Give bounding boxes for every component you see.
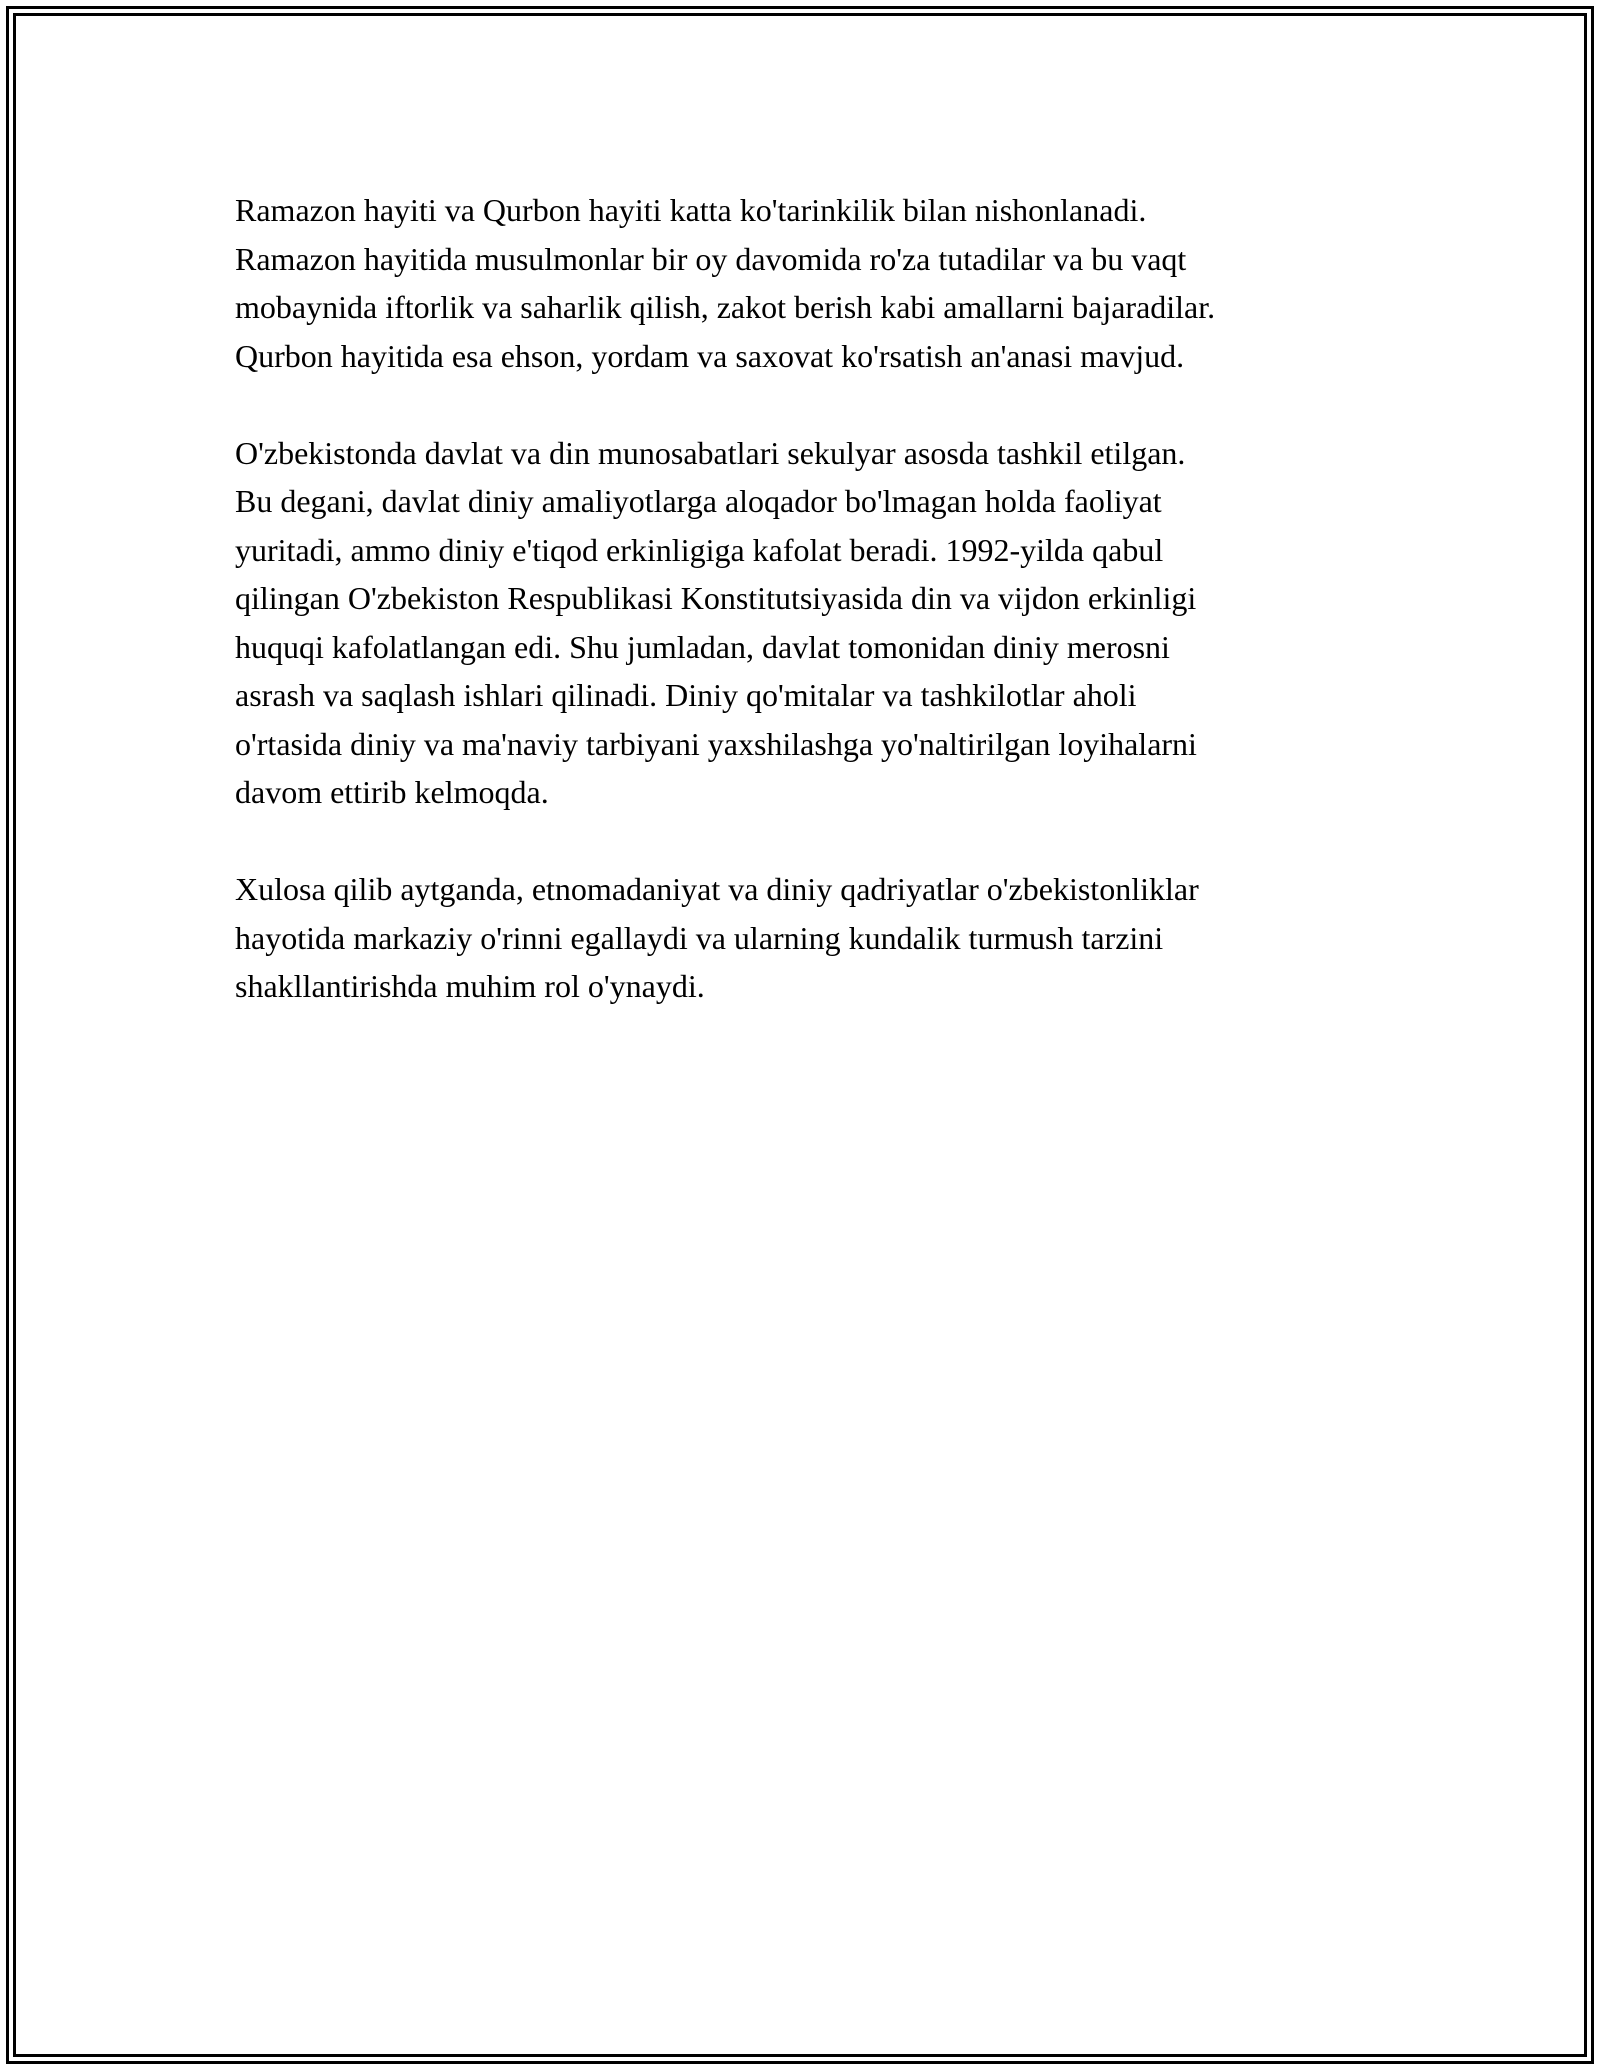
text-line: Xulosa qilib aytganda, etnomadaniyat va diniy qadriyatlar o'zbekistonliklar	[235, 871, 1199, 907]
text-line: asrash va saqlash ishlari qilinadi. Diniy qo'mitalar va tashkilotlar aholi	[235, 677, 1137, 713]
text-line: yuritadi, ammo diniy e'tiqod erkinligiga kafolat beradi. 1992-yilda qabul	[235, 531, 1164, 568]
text-line: qilingan O'zbekiston Respublikasi Konstitutsiyasida din va vijdon erkinligi	[235, 580, 1197, 616]
text-line: Qurbon hayitida esa ehson, yordam va saxovat ko'rsatish an'anasi mavjud.	[235, 337, 1185, 374]
text-line: hayotida markaziy o'rinni egallaydi va ularning kundalik turmush tarzini	[235, 919, 1164, 956]
text-line: mobaynida iftorlik va saharlik qilish, zakot berish kabi amallarni bajaradilar.	[235, 289, 1216, 325]
paragraph-xulosa	[235, 865, 1395, 1011]
text-line: davom ettirib kelmoqda.	[235, 774, 549, 810]
paragraph-ramazon-qurbon	[235, 186, 1395, 380]
text-line: o'rtasida diniy va ma'naviy tarbiyani yaxshilashga yo'naltirilgan loyihalarni	[235, 725, 1197, 762]
text-line: Bu degani, davlat diniy amaliyotlarga aloqador bo'lmagan holda faoliyat	[235, 483, 1162, 519]
text-line: Ramazon hayitida musulmonlar bir oy davomida ro'za tutadilar va bu vaqt	[235, 240, 1187, 277]
text-line: Ramazon hayiti va Qurbon hayiti katta ko'tarinkilik bilan nishonlanadi.	[235, 192, 1147, 228]
text-line: huquqi kafolatlangan edi. Shu jumladan, davlat tomonidan diniy merosni	[235, 628, 1170, 665]
paragraph-davlat-din	[235, 429, 1395, 817]
text-line: shakllantirishda muhim rol o'ynaydi.	[235, 968, 705, 1004]
document-body	[235, 186, 1395, 1059]
text-line: O'zbekistonda davlat va din munosabatlari sekulyar asosda tashkil etilgan.	[235, 434, 1186, 471]
